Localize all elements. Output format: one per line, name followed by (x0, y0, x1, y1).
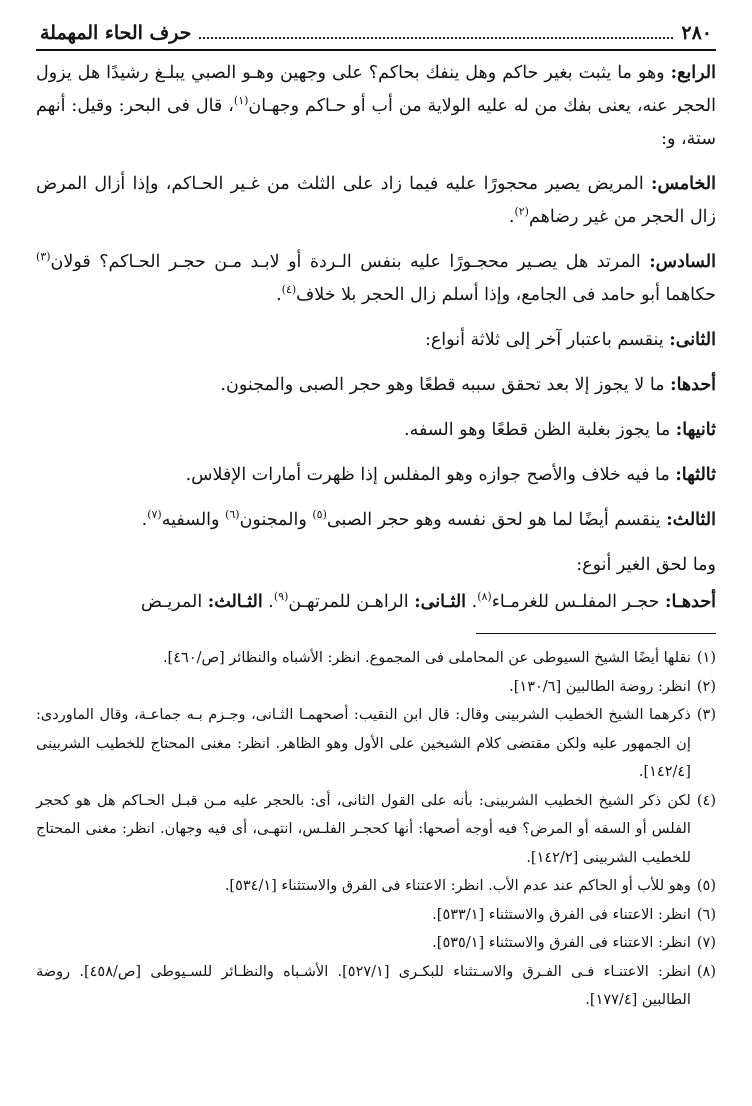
paragraph-text: ما يجوز بغلبة الظن قطعًا وهو السفه. (404, 420, 671, 440)
footnote-number: (٧) (696, 935, 716, 951)
paragraph-term: الرابع: (670, 63, 716, 83)
paragraph (36, 586, 716, 619)
paragraph-text: . (466, 592, 478, 612)
footnote-ref: (٦) (225, 508, 240, 522)
paragraph-term: الثـالث: (207, 592, 263, 612)
paragraph-text: ، قال فى البحر: وقيل: أنهم ستة، و: (36, 96, 716, 149)
footnote-ref: (١) (233, 94, 249, 108)
paragraph-term: الثالث: (666, 510, 716, 530)
footnote (36, 872, 716, 901)
footnote-ref: (٣) (36, 250, 51, 264)
paragraph-text: . (276, 285, 282, 305)
paragraph (36, 168, 716, 234)
footnote-text: انظر: الاعتناء فى الفرق والاستثناء [٥٣٣/١]. (432, 906, 691, 923)
footnote-ref: (٨) (477, 590, 492, 604)
footnote (36, 958, 716, 1015)
paragraph-text: والمجنون (239, 510, 313, 530)
paragraph-text: المريـض (140, 592, 208, 612)
footnote-number: (٣) (696, 707, 716, 723)
paragraph-term: الثانى: (669, 330, 716, 350)
footnote-text: انظر: الاعتنـاء فـى الفـرق والاسـتثناء للبكـرى [٥٢٧/١]. الأشـباه والنظـائر للسـيوطى [ص/٤٥٨]. روضة الطالبين [١٧٧/٤]. (36, 963, 691, 1008)
footnotes (36, 644, 716, 1015)
paragraph-text: . (508, 207, 515, 227)
footnote (36, 644, 716, 673)
paragraph (36, 324, 716, 357)
footnote (36, 901, 716, 930)
paragraph-text: الراهـن للمرتهـن (288, 592, 415, 612)
paragraph-term: أحدهـا: (664, 592, 716, 612)
footnote (36, 673, 716, 702)
paragraph (36, 504, 716, 537)
footnote-ref: (٤) (281, 283, 297, 297)
footnote-number: (٢) (696, 678, 716, 695)
footnote-text: انظر: روضة الطالبين [١٣٠/٦]. (509, 678, 691, 695)
paragraph-text: ينقسم أيضًا لما هو لحق نفسه وهو حجر الصبى (326, 510, 661, 530)
paragraph-term: ثالثها: (675, 465, 716, 485)
paragraph-text: . (141, 510, 148, 530)
paragraph-text: وهو ما يثبت بغير حاكم وهل ينفك بحاكم؟ على وجهين وهـو الصبي يبلـغ رشيدًا هل يزول الحجر عنه، يعنى بفك من له عليه الولاية من أب أو حـاكم وجهـان (36, 63, 716, 116)
paragraph (36, 57, 716, 156)
chapter-title: حرف الحاء المهملة (40, 22, 192, 44)
paragraph-term: ثانيها: (675, 420, 716, 440)
footnote (36, 701, 716, 787)
footnote-ref: (٢) (514, 205, 529, 219)
paragraph-text: حجـر المفلـس للغرمـاء (491, 592, 660, 612)
footnote-number: (٥) (696, 878, 716, 894)
footnote-text: ذكرهما الشيخ الخطيب الشربينى وقال: قال ابن النقيب: أصحهمـا الثـانى، وجـزم بـه جماعـة، وقال الماوردى: إن الجمهور عليه ولكن مقتضى كلام الشيخين على الأول وهو الظاهر. انظر: مغنى المحتاج للخطيب الشربينى [١٤٢/٤]. (36, 707, 691, 780)
paragraph (36, 246, 716, 312)
paragraph-term: السادس: (649, 252, 716, 272)
footnote (36, 929, 716, 958)
paragraph-term: الثـانى: (414, 592, 467, 612)
footnote-separator (476, 633, 716, 634)
paragraph-text: حكاهما أبو حامد فى الجامع، وإذا أسلم زال الحجر بلا خلاف (296, 285, 716, 305)
paragraph-text: المريض يصير محجورًا عليه فيما زاد على الثلث من غـير الحـاكم، وإذا أزال المرض زال الحجر من غير رضاهم (36, 174, 716, 227)
paragraph-text: وما لحق الغير أنوع: (576, 555, 716, 575)
paragraph (36, 414, 716, 447)
paragraph (36, 459, 716, 492)
footnote-text: وهو للأب أو الحاكم عند عدم الأب. انظر: الاعتناء فى الفرق والاستثناء [٥٣٤/١]. (224, 878, 691, 894)
footnote-ref: (٥) (312, 508, 327, 522)
paragraph-text: ينقسم باعتبار آخر إلى ثلاثة أنواع: (424, 330, 664, 350)
footnote-number: (٦) (696, 906, 716, 923)
paragraph-text: والسفيه (161, 510, 226, 530)
footnote-number: (٨) (696, 963, 716, 980)
footnote-text: نقلها أيضًا الشيخ السيوطى عن المحاملى فى المجموع. انظر: الأشباه والنظائر [ص/٤٦٠]. (162, 650, 691, 666)
book-page (36, 22, 716, 1015)
footnote-ref: (٧) (147, 508, 162, 522)
footnote-number: (١) (696, 650, 716, 666)
page-header (36, 22, 716, 51)
page-number: ٢٨٠ (681, 22, 712, 44)
paragraph-text: ما فيه خلاف والأصح جوازه وهو المفلس إذا ظهرت أمارات الإفلاس. (185, 465, 670, 485)
footnote (36, 787, 716, 873)
footnote-number: (٤) (696, 792, 716, 809)
header-dot-leader (199, 37, 673, 39)
footnote-text: انظر: الاعتناء فى الفرق والاستثناء [٥٣٥/١]. (432, 935, 691, 951)
paragraph-term: الخامس: (651, 174, 716, 194)
footnote-text: لكن ذكر الشيخ الخطيب الشربينى: بأنه على القول الثانى، أى: بالحجر عليه مـن قبـل الحـاكم هل هو كحجر الفلس أو السفه أو المرض؟ فيه أوجه أصحها: أنها كحجـر الفلـس، انتهـى، أى فيه وجهان. انظر: مغنى المحتاج للخطيب الشربينى [١٤٢/٢]. (36, 792, 691, 866)
paragraph-text: المرتد هل يصـير محجـورًا عليه بنفس الـردة أو لابـد مـن حجـر الحـاكم؟ قولان (50, 252, 641, 272)
footnote-ref: (٩) (273, 590, 289, 604)
paragraph-term: أحدها: (670, 375, 716, 395)
paragraph (36, 369, 716, 402)
main-text (36, 57, 716, 619)
paragraph-text: . (262, 592, 274, 612)
paragraph-text: ما لا يجوز إلا بعد تحقق سببه قطعًا وهو حجر الصبى والمجنون. (220, 375, 665, 395)
paragraph (36, 549, 716, 582)
